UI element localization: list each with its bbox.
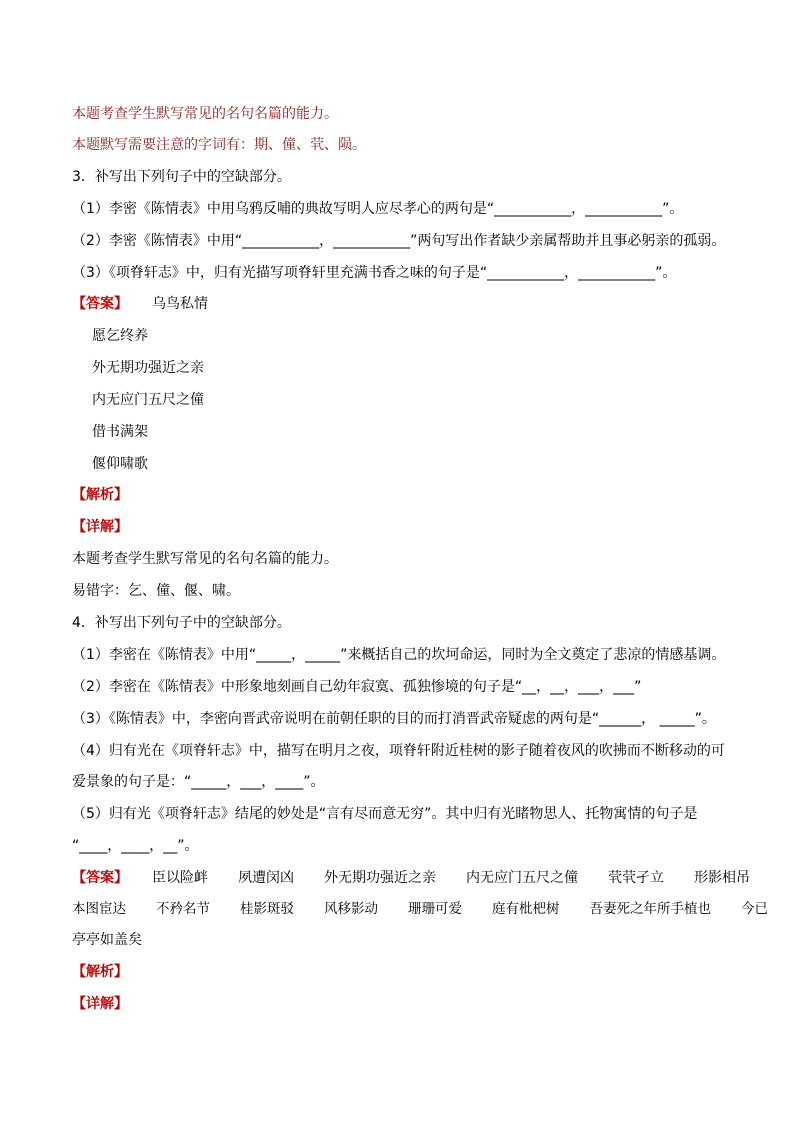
q4-answer: 桂影斑驳 — [240, 901, 294, 917]
q4-answer: 臣以险衅 — [152, 870, 208, 886]
q4-answer: 内无应门五尺之僮 — [466, 870, 578, 886]
q4-answer: 珊珊可爱 — [408, 901, 462, 917]
q3-detail-line-2: 易错字：乞、僮、偃、啸。 — [72, 583, 240, 599]
q3-detail-label: 【详解】 — [72, 519, 128, 535]
q3-detail-line-1: 本题考查学生默写常见的名句名篇的能力。 — [72, 551, 338, 567]
q4-item-4: （4）归有光在《项脊轩志》中，描写在明月之夜，项脊轩附近桂树的影子随着夜风的吹拂而不断移动的可 — [72, 743, 725, 759]
q3-answer-5: 借书满架 — [92, 424, 148, 440]
q3-answer-label: 【答案】 — [72, 296, 128, 312]
q4-item-5-cont: “____，____，__”。 — [72, 838, 199, 854]
q4-analysis-label: 【解析】 — [72, 964, 128, 980]
q4-item-2: （2）李密在《陈情表》中形象地刻画自己幼年寂寞、孤独惨境的句子是“__，__，___，___” — [72, 679, 642, 695]
q3-item-2: （2）李密《陈情表》中用“___________，___________”两句写出作者缺少亲属帮助并且事必躬亲的孤弱。 — [72, 233, 726, 249]
q4-answer: 外无期功强近之亲 — [324, 870, 436, 886]
q4-detail-label: 【详解】 — [72, 996, 128, 1012]
q4-answer: 夙遭闵凶 — [238, 870, 294, 886]
q4-title: 4．补写出下列句子中的空缺部分。 — [72, 615, 291, 631]
q4-answer-label: 【答案】 — [72, 870, 128, 886]
q3-analysis-label: 【解析】 — [72, 487, 128, 503]
q3-answer-6: 偃仰啸歌 — [92, 456, 148, 472]
q3-answer-row — [72, 295, 208, 313]
q4-answer: 本图宦达 — [72, 901, 126, 917]
q4-answer-row-1 — [72, 869, 750, 887]
q4-answer: 风移影动 — [324, 901, 378, 917]
q4-answer-row-2 — [72, 900, 768, 918]
intro-line-1: 本题考查学生默写常见的名句名篇的能力。 — [72, 106, 338, 122]
q4-answer-row-3: 亭亭如盖矣 — [72, 932, 142, 948]
q3-item-1: （1）李密《陈情表》中用乌鸦反哺的典故写明人应尽孝心的两句是“___________，___________”。 — [72, 201, 684, 217]
q3-answer-1: 乌鸟私情 — [152, 296, 208, 312]
q4-answer: 形影相吊 — [694, 870, 750, 886]
intro-line-2: 本题默写需要注意的字词有：期、僮、茕、陨。 — [72, 137, 366, 153]
q4-item-3: （3）《陈情表》中，李密向晋武帝说明在前朝任职的目的而打消晋武帝疑虑的两句是“______， _____”。 — [72, 711, 716, 727]
q4-answer: 吾妻死之年所手植也 — [589, 901, 711, 917]
q4-item-4-cont: 爱景象的句子是：“_____，___，____”。 — [72, 774, 325, 790]
q3-answer-4: 内无应门五尺之僮 — [92, 392, 204, 408]
q3-answer-2: 愿乞终养 — [92, 328, 148, 344]
q4-item-5: （5）归有光《项脊轩志》结尾的妙处是“言有尽而意无穷”。其中归有光睹物思人、托物寓情的句子是 — [72, 806, 698, 822]
q4-item-1: （1）李密在《陈情表》中用“_____，_____”来概括自己的坎坷命运，同时为全文奠定了悲凉的情感基调。 — [72, 647, 726, 663]
q4-answer: 不矜名节 — [156, 901, 210, 917]
q3-answer-3: 外无期功强近之亲 — [92, 360, 204, 376]
q4-answer: 茕茕孑立 — [608, 870, 664, 886]
q3-title: 3．补写出下列句子中的空缺部分。 — [72, 169, 291, 185]
q3-item-3: （3）《项脊轩志》中，归有光描写项脊轩里充满书香之味的句子是“___________，___________”。 — [72, 265, 677, 281]
q4-answer: 今已 — [741, 901, 768, 917]
q4-answer: 庭有枇杷树 — [492, 901, 560, 917]
